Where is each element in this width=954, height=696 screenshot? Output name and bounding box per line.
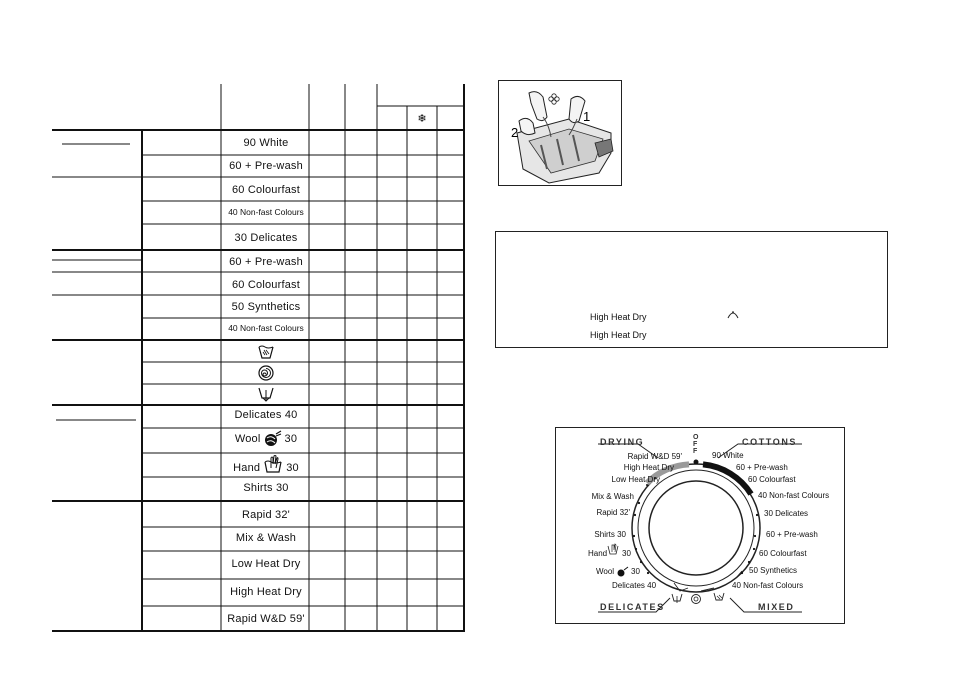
dial-right-40-nonfast: 40 Non-fast Colours [758, 491, 830, 500]
program-60-prewash-2: 60 + Pre-wash [229, 256, 303, 268]
dial-left-delicates-40: Delicates 40 [612, 581, 657, 590]
dial-left-rapid-wd-59: Rapid W&D 59' [627, 452, 682, 461]
program-40-nonfast: 40 Non-fast Colours [228, 207, 304, 217]
tumble-dry-icon [726, 310, 740, 320]
dial-heading-cottons: COTTONS [742, 437, 798, 447]
dial-off-label: OFF [693, 434, 699, 455]
dial-spin-icon [692, 595, 701, 604]
dial-left-hand: Hand [588, 549, 608, 558]
dial-left-wool: Wool [596, 567, 615, 576]
notice-box [495, 231, 888, 348]
program-50-synthetics: 50 Synthetics [231, 301, 301, 313]
dial-hand-icon [608, 544, 618, 554]
drain-icon [222, 383, 310, 405]
dial-right-60-prewash: 60 + Pre-wash [736, 463, 788, 472]
program-low-heat-dry: Low Heat Dry [231, 558, 301, 570]
dial-right-50-synthetics: 50 Synthetics [749, 566, 798, 575]
wool-label: Wool [234, 433, 261, 445]
header-snowflake-icon: ❄ [417, 113, 427, 125]
dial-left-shirts-30: Shirts 30 [594, 530, 626, 539]
dial-right-90-white: 90 White [712, 451, 744, 460]
hand-label: Hand [233, 462, 261, 474]
dial-right-60-colourfast-2: 60 Colourfast [759, 549, 807, 558]
hand-suffix: 30 [286, 462, 299, 474]
program-rapid-32: Rapid 32' [242, 509, 290, 521]
wool-icon [264, 430, 282, 448]
program-60-colourfast-2: 60 Colourfast [231, 279, 301, 291]
dial-right-60-prewash-2: 60 + Pre-wash [766, 530, 818, 539]
program-hand-30 [222, 454, 310, 474]
dial-heading-mixed: MIXED [758, 602, 795, 612]
dial-left-mix-wash: Mix & Wash [591, 492, 634, 501]
program-wool-30 [222, 430, 310, 448]
dial-heading-drying: DRYING [600, 437, 645, 447]
dial-right-60-colourfast: 60 Colourfast [748, 475, 796, 484]
programme-table-grid [0, 0, 470, 640]
dial-left-rapid-32: Rapid 32' [596, 508, 630, 517]
hand-wash-icon [263, 454, 283, 474]
rinse-icon [222, 341, 310, 363]
callout-2: 2 [511, 125, 519, 140]
dial-heading-delicates: DELICATES [600, 602, 665, 612]
program-shirts-30: Shirts 30 [243, 482, 289, 494]
dial-left-hand-suffix: 30 [622, 549, 631, 558]
program-40-nonfast-2: 40 Non-fast Colours [228, 323, 304, 333]
program-rapid-wd-59: Rapid W&D 59' [227, 613, 305, 625]
dial-right-30-delicates: 30 Delicates [764, 509, 809, 518]
dial-right-40-nonfast-2: 40 Non-fast Colours [732, 581, 804, 590]
notice-line-high-heat-dry-1: High Heat Dry [590, 312, 647, 322]
dial-left-wool-suffix: 30 [631, 567, 640, 576]
program-30-delicates: 30 Delicates [234, 232, 298, 244]
program-delicates-40: Delicates 40 [234, 409, 298, 421]
program-60-colourfast: 60 Colourfast [231, 184, 301, 196]
dial-rinse-icon [714, 593, 724, 600]
dial-left-low-heat-dry: Low Heat Dry [611, 475, 660, 484]
callout-1: 1 [583, 109, 591, 124]
dial-wool-icon [618, 567, 629, 577]
program-60-prewash: 60 + Pre-wash [229, 160, 303, 172]
dial-drain-icon [672, 594, 682, 603]
program-90-white: 90 White [243, 137, 289, 149]
notice-line-high-heat-dry-2: High Heat Dry [590, 330, 647, 340]
program-high-heat-dry: High Heat Dry [230, 586, 302, 598]
program-mix-wash: Mix & Wash [235, 532, 297, 544]
spin-icon [222, 362, 310, 384]
softener-flower-icon [549, 94, 559, 104]
programme-dial-panel [555, 427, 845, 624]
dial-left-high-heat-dry: High Heat Dry [623, 463, 674, 472]
detergent-dispenser-illustration [498, 80, 622, 186]
wool-suffix: 30 [284, 433, 298, 445]
